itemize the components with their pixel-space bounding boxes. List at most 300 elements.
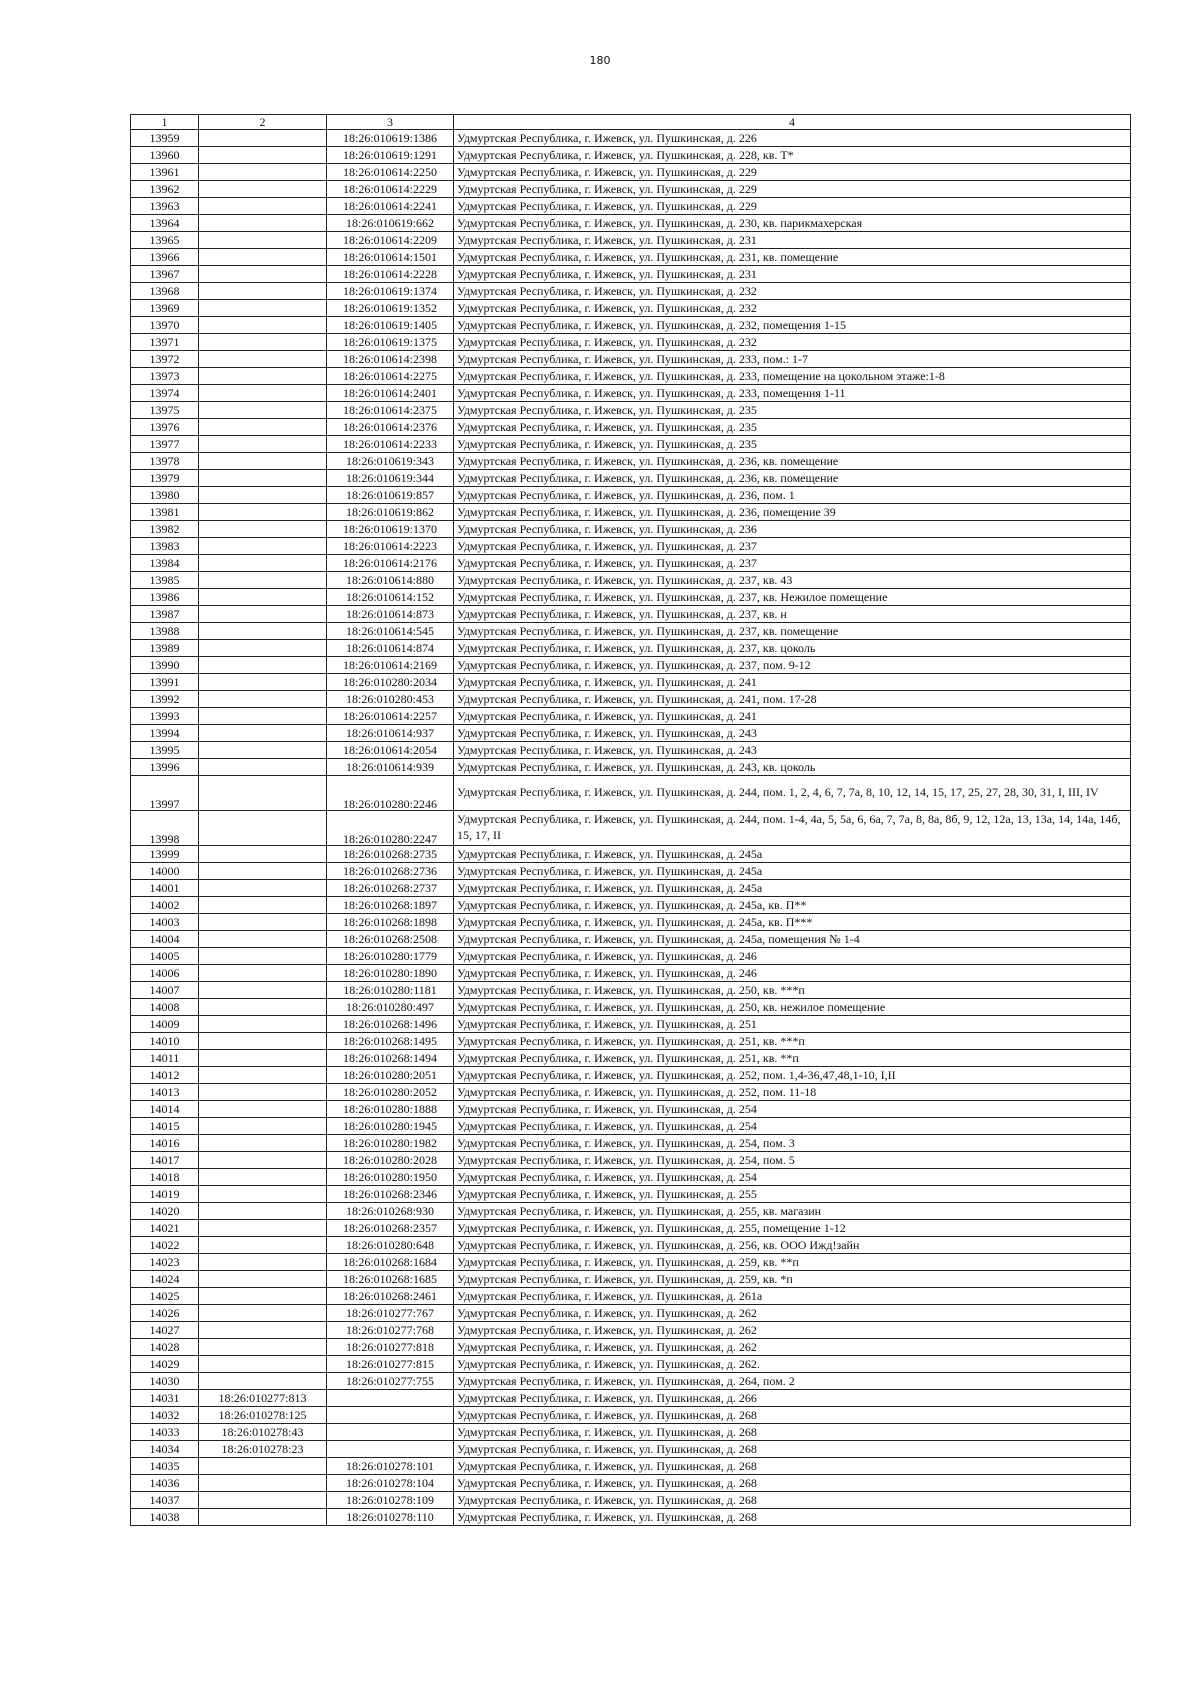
cadastral-number-col3: 18:26:010614:873	[327, 606, 454, 623]
address: Удмуртская Республика, г. Ижевск, ул. Пушкинская, д. 245а, кв. П**	[454, 897, 1131, 914]
address: Удмуртская Республика, г. Ижевск, ул. Пушкинская, д. 233, помещения 1-11	[454, 385, 1131, 402]
row-number: 14033	[131, 1424, 199, 1441]
cadastral-number-col3: 18:26:010280:2051	[327, 1067, 454, 1084]
row-number: 14037	[131, 1492, 199, 1509]
row-number: 13993	[131, 708, 199, 725]
table-row	[131, 725, 1131, 742]
cadastral-number-col2	[199, 198, 327, 215]
row-number: 13963	[131, 198, 199, 215]
row-number: 14020	[131, 1203, 199, 1220]
table-row	[131, 555, 1131, 572]
address: Удмуртская Республика, г. Ижевск, ул. Пушкинская, д. 229	[454, 181, 1131, 198]
row-number: 14030	[131, 1373, 199, 1390]
table-row	[131, 1441, 1131, 1458]
row-number: 13990	[131, 657, 199, 674]
cadastral-number-col2	[199, 846, 327, 863]
cadastral-number-col3: 18:26:010278:109	[327, 1492, 454, 1509]
address: Удмуртская Республика, г. Ижевск, ул. Пушкинская, д. 236, кв. помещение	[454, 453, 1131, 470]
cadastral-number-col3: 18:26:010614:939	[327, 759, 454, 776]
cadastral-number-col2: 18:26:010278:43	[199, 1424, 327, 1441]
address: Удмуртская Республика, г. Ижевск, ул. Пушкинская, д. 254, пом. 5	[454, 1152, 1131, 1169]
cadastral-number-col2	[199, 776, 327, 811]
cadastral-number-col3: 18:26:010619:1374	[327, 283, 454, 300]
cadastral-number-col2: 18:26:010278:23	[199, 1441, 327, 1458]
cadastral-number-col2	[199, 538, 327, 555]
row-number: 14011	[131, 1050, 199, 1067]
row-number: 13997	[131, 776, 199, 811]
cadastral-number-col3: 18:26:010619:862	[327, 504, 454, 521]
table-row	[131, 181, 1131, 198]
table-row	[131, 708, 1131, 725]
register-body	[131, 115, 1131, 1526]
cadastral-number-col2	[199, 436, 327, 453]
cadastral-number-col3: 18:26:010278:101	[327, 1458, 454, 1475]
cadastral-number-col2	[199, 811, 327, 846]
table-row	[131, 1509, 1131, 1526]
address: Удмуртская Республика, г. Ижевск, ул. Пушкинская, д. 230, кв. парикмахерская	[454, 215, 1131, 232]
cadastral-number-col2	[199, 1458, 327, 1475]
table-row	[131, 897, 1131, 914]
address: Удмуртская Республика, г. Ижевск, ул. Пушкинская, д. 241	[454, 674, 1131, 691]
address: Удмуртская Республика, г. Ижевск, ул. Пушкинская, д. 259, кв. *п	[454, 1271, 1131, 1288]
cadastral-number-col2: 18:26:010278:125	[199, 1407, 327, 1424]
address: Удмуртская Республика, г. Ижевск, ул. Пушкинская, д. 236	[454, 521, 1131, 538]
address: Удмуртская Республика, г. Ижевск, ул. Пушкинская, д. 236, помещение 39	[454, 504, 1131, 521]
row-number: 13973	[131, 368, 199, 385]
cadastral-number-col2	[199, 555, 327, 572]
table-row	[131, 164, 1131, 181]
cadastral-number-col2	[199, 657, 327, 674]
cadastral-number-col3: 18:26:010268:1494	[327, 1050, 454, 1067]
table-row	[131, 623, 1131, 640]
address: Удмуртская Республика, г. Ижевск, ул. Пушкинская, д. 268	[454, 1458, 1131, 1475]
cadastral-number-col3: 18:26:010619:344	[327, 470, 454, 487]
table-row	[131, 1475, 1131, 1492]
table-row	[131, 914, 1131, 931]
header-col-3: 3	[327, 115, 454, 130]
table-row	[131, 1186, 1131, 1203]
address: Удмуртская Республика, г. Ижевск, ул. Пушкинская, д. 268	[454, 1424, 1131, 1441]
table-row	[131, 198, 1131, 215]
cadastral-number-col3: 18:26:010280:1181	[327, 982, 454, 999]
cadastral-number-col3	[327, 1441, 454, 1458]
cadastral-number-col2	[199, 640, 327, 657]
row-number: 13978	[131, 453, 199, 470]
row-number: 14021	[131, 1220, 199, 1237]
address: Удмуртская Республика, г. Ижевск, ул. Пушкинская, д. 252, пом. 1,4-36,47,48,1-10, I,II	[454, 1067, 1131, 1084]
cadastral-number-col2	[199, 572, 327, 589]
cadastral-number-col2	[199, 402, 327, 419]
address: Удмуртская Республика, г. Ижевск, ул. Пушкинская, д. 237, кв. помещение	[454, 623, 1131, 640]
cadastral-number-col2	[199, 1339, 327, 1356]
table-row	[131, 589, 1131, 606]
table-row	[131, 300, 1131, 317]
cadastral-number-col2	[199, 1305, 327, 1322]
cadastral-number-col2	[199, 623, 327, 640]
table-row	[131, 1390, 1131, 1407]
cadastral-number-col3: 18:26:010614:937	[327, 725, 454, 742]
address: Удмуртская Республика, г. Ижевск, ул. Пушкинская, д. 246	[454, 948, 1131, 965]
row-number: 13970	[131, 317, 199, 334]
row-number: 13988	[131, 623, 199, 640]
address: Удмуртская Республика, г. Ижевск, ул. Пушкинская, д. 262.	[454, 1356, 1131, 1373]
row-number: 13969	[131, 300, 199, 317]
row-number: 13976	[131, 419, 199, 436]
cadastral-number-col2	[199, 759, 327, 776]
cadastral-number-col3	[327, 1424, 454, 1441]
table-row	[131, 1271, 1131, 1288]
cadastral-number-col2	[199, 914, 327, 931]
address: Удмуртская Республика, г. Ижевск, ул. Пушкинская, д. 254	[454, 1101, 1131, 1118]
cadastral-number-col3: 18:26:010614:2176	[327, 555, 454, 572]
cadastral-number-col2	[199, 249, 327, 266]
cadastral-number-col3: 18:26:010268:1897	[327, 897, 454, 914]
row-number: 14024	[131, 1271, 199, 1288]
cadastral-number-col3: 18:26:010280:2247	[327, 811, 454, 846]
cadastral-number-col3: 18:26:010614:2401	[327, 385, 454, 402]
cadastral-number-col2: 18:26:010277:813	[199, 1390, 327, 1407]
address: Удмуртская Республика, г. Ижевск, ул. Пушкинская, д. 255, помещение 1-12	[454, 1220, 1131, 1237]
address: Удмуртская Республика, г. Ижевск, ул. Пушкинская, д. 228, кв. Т*	[454, 147, 1131, 164]
cadastral-number-col3: 18:26:010614:2209	[327, 232, 454, 249]
table-row	[131, 982, 1131, 999]
table-row	[131, 487, 1131, 504]
row-number: 13964	[131, 215, 199, 232]
table-row	[131, 470, 1131, 487]
cadastral-number-col2	[199, 674, 327, 691]
row-number: 14019	[131, 1186, 199, 1203]
table-row	[131, 1084, 1131, 1101]
table-row	[131, 368, 1131, 385]
address: Удмуртская Республика, г. Ижевск, ул. Пушкинская, д. 229	[454, 198, 1131, 215]
address: Удмуртская Республика, г. Ижевск, ул. Пушкинская, д. 250, кв. нежилое помещение	[454, 999, 1131, 1016]
address: Удмуртская Республика, г. Ижевск, ул. Пушкинская, д. 259, кв. **п	[454, 1254, 1131, 1271]
cadastral-number-col2	[199, 130, 327, 147]
address: Удмуртская Республика, г. Ижевск, ул. Пушкинская, д. 254, пом. 3	[454, 1135, 1131, 1152]
address: Удмуртская Республика, г. Ижевск, ул. Пушкинская, д. 254	[454, 1169, 1131, 1186]
cadastral-number-col2	[199, 691, 327, 708]
row-number: 13962	[131, 181, 199, 198]
table-row	[131, 1050, 1131, 1067]
row-number: 13984	[131, 555, 199, 572]
cadastral-number-col3: 18:26:010280:497	[327, 999, 454, 1016]
row-number: 14026	[131, 1305, 199, 1322]
row-number: 14025	[131, 1288, 199, 1305]
table-row	[131, 538, 1131, 555]
cadastral-number-col2	[199, 283, 327, 300]
cadastral-number-col3: 18:26:010277:815	[327, 1356, 454, 1373]
cadastral-number-col3: 18:26:010619:662	[327, 215, 454, 232]
address: Удмуртская Республика, г. Ижевск, ул. Пушкинская, д. 255, кв. магазин	[454, 1203, 1131, 1220]
table-row	[131, 1101, 1131, 1118]
row-number: 14003	[131, 914, 199, 931]
table-row	[131, 931, 1131, 948]
cadastral-number-col3: 18:26:010614:2233	[327, 436, 454, 453]
cadastral-number-col2	[199, 419, 327, 436]
cadastral-number-col3: 18:26:010280:1982	[327, 1135, 454, 1152]
cadastral-number-col3: 18:26:010278:104	[327, 1475, 454, 1492]
row-number: 14032	[131, 1407, 199, 1424]
cadastral-number-col2	[199, 999, 327, 1016]
cadastral-number-col3: 18:26:010280:2028	[327, 1152, 454, 1169]
cadastral-number-col3: 18:26:010280:2246	[327, 776, 454, 811]
address: Удмуртская Республика, г. Ижевск, ул. Пушкинская, д. 245а, помещения № 1-4	[454, 931, 1131, 948]
cadastral-number-col2	[199, 1186, 327, 1203]
cadastral-number-col2	[199, 470, 327, 487]
cadastral-number-col2	[199, 982, 327, 999]
table-row	[131, 606, 1131, 623]
row-number: 14005	[131, 948, 199, 965]
table-row	[131, 1339, 1131, 1356]
row-number: 13996	[131, 759, 199, 776]
address: Удмуртская Республика, г. Ижевск, ул. Пушкинская, д. 268	[454, 1492, 1131, 1509]
row-number: 14018	[131, 1169, 199, 1186]
cadastral-number-col3: 18:26:010268:1898	[327, 914, 454, 931]
table-row	[131, 948, 1131, 965]
address: Удмуртская Республика, г. Ижевск, ул. Пушкинская, д. 254	[454, 1118, 1131, 1135]
row-number: 13992	[131, 691, 199, 708]
cadastral-number-col3: 18:26:010614:2275	[327, 368, 454, 385]
cadastral-number-col2	[199, 1118, 327, 1135]
table-row	[131, 811, 1131, 846]
table-row	[131, 1135, 1131, 1152]
register-table	[130, 114, 1131, 1526]
cadastral-number-col3: 18:26:010268:1685	[327, 1271, 454, 1288]
header-col-2: 2	[199, 115, 327, 130]
cadastral-number-col3: 18:26:010619:1352	[327, 300, 454, 317]
cadastral-number-col2	[199, 948, 327, 965]
cadastral-number-col3: 18:26:010614:545	[327, 623, 454, 640]
row-number: 14038	[131, 1509, 199, 1526]
table-row	[131, 1492, 1131, 1509]
cadastral-number-col2	[199, 504, 327, 521]
address: Удмуртская Республика, г. Ижевск, ул. Пушкинская, д. 262	[454, 1322, 1131, 1339]
table-row	[131, 846, 1131, 863]
cadastral-number-col3: 18:26:010277:818	[327, 1339, 454, 1356]
address: Удмуртская Республика, г. Ижевск, ул. Пушкинская, д. 261а	[454, 1288, 1131, 1305]
cadastral-number-col3: 18:26:010280:1950	[327, 1169, 454, 1186]
address: Удмуртская Республика, г. Ижевск, ул. Пушкинская, д. 232	[454, 334, 1131, 351]
cadastral-number-col3: 18:26:010268:2461	[327, 1288, 454, 1305]
address: Удмуртская Республика, г. Ижевск, ул. Пушкинская, д. 232, помещения 1-15	[454, 317, 1131, 334]
address: Удмуртская Республика, г. Ижевск, ул. Пушкинская, д. 229	[454, 164, 1131, 181]
cadastral-number-col2	[199, 1288, 327, 1305]
cadastral-number-col2	[199, 487, 327, 504]
table-row	[131, 1169, 1131, 1186]
row-number: 13967	[131, 266, 199, 283]
cadastral-number-col3: 18:26:010619:343	[327, 453, 454, 470]
cadastral-number-col2	[199, 147, 327, 164]
address: Удмуртская Республика, г. Ижевск, ул. Пушкинская, д. 244, пом. 1, 2, 4, 6, 7, 7а, 8, 10, 12, 14, 15, 17, 25, 27, 28, 30, 31, I, III, IV	[454, 776, 1131, 811]
cadastral-number-col2	[199, 1067, 327, 1084]
row-number: 13983	[131, 538, 199, 555]
row-number: 13987	[131, 606, 199, 623]
cadastral-number-col3: 18:26:010268:1495	[327, 1033, 454, 1050]
header-col-4: 4	[454, 115, 1131, 130]
table-row	[131, 674, 1131, 691]
row-number: 13971	[131, 334, 199, 351]
row-number: 13979	[131, 470, 199, 487]
table-row	[131, 402, 1131, 419]
table-row	[131, 1203, 1131, 1220]
cadastral-number-col3: 18:26:010614:152	[327, 589, 454, 606]
cadastral-number-col2	[199, 1016, 327, 1033]
cadastral-number-col2	[199, 1203, 327, 1220]
table-row	[131, 776, 1131, 811]
row-number: 13981	[131, 504, 199, 521]
row-number: 14012	[131, 1067, 199, 1084]
address: Удмуртская Республика, г. Ижевск, ул. Пушкинская, д. 264, пом. 2	[454, 1373, 1131, 1390]
table-row	[131, 1407, 1131, 1424]
row-number: 14035	[131, 1458, 199, 1475]
address: Удмуртская Республика, г. Ижевск, ул. Пушкинская, д. 245а	[454, 863, 1131, 880]
table-row	[131, 504, 1131, 521]
cadastral-number-col2	[199, 215, 327, 232]
row-number: 13986	[131, 589, 199, 606]
address: Удмуртская Республика, г. Ижевск, ул. Пушкинская, д. 244, пом. 1-4, 4а, 5, 5а, 6, 6а, 7, 7а, 8, 8а, 8б, 9, 12, 12а, 13, 13а, 14, 14а, 14б, 15, 17, II	[454, 811, 1131, 846]
row-number: 13998	[131, 811, 199, 846]
table-row	[131, 453, 1131, 470]
cadastral-number-col2	[199, 1509, 327, 1526]
cadastral-number-col3: 18:26:010280:453	[327, 691, 454, 708]
row-number: 13999	[131, 846, 199, 863]
cadastral-number-col3: 18:26:010268:1684	[327, 1254, 454, 1271]
table-row	[131, 965, 1131, 982]
cadastral-number-col2	[199, 1254, 327, 1271]
cadastral-number-col2	[199, 965, 327, 982]
cadastral-number-col2	[199, 453, 327, 470]
address: Удмуртская Республика, г. Ижевск, ул. Пушкинская, д. 252, пом. 11-18	[454, 1084, 1131, 1101]
address: Удмуртская Республика, г. Ижевск, ул. Пушкинская, д. 231	[454, 266, 1131, 283]
cadastral-number-col3: 18:26:010278:110	[327, 1509, 454, 1526]
cadastral-number-col2	[199, 368, 327, 385]
row-number: 13989	[131, 640, 199, 657]
cadastral-number-col3: 18:26:010280:1945	[327, 1118, 454, 1135]
row-number: 13985	[131, 572, 199, 589]
cadastral-number-col2	[199, 266, 327, 283]
row-number: 14023	[131, 1254, 199, 1271]
cadastral-number-col2	[199, 1135, 327, 1152]
table-row	[131, 742, 1131, 759]
cadastral-number-col2	[199, 317, 327, 334]
cadastral-number-col2	[199, 742, 327, 759]
address: Удмуртская Республика, г. Ижевск, ул. Пушкинская, д. 262	[454, 1305, 1131, 1322]
table-row	[131, 1254, 1131, 1271]
cadastral-number-col3: 18:26:010268:1496	[327, 1016, 454, 1033]
table-row	[131, 1424, 1131, 1441]
cadastral-number-col3: 18:26:010619:1405	[327, 317, 454, 334]
row-number: 14029	[131, 1356, 199, 1373]
table-row	[131, 232, 1131, 249]
cadastral-number-col3: 18:26:010619:1291	[327, 147, 454, 164]
address: Удмуртская Республика, г. Ижевск, ул. Пушкинская, д. 268	[454, 1441, 1131, 1458]
row-number: 14008	[131, 999, 199, 1016]
row-number: 14002	[131, 897, 199, 914]
row-number: 13991	[131, 674, 199, 691]
cadastral-number-col3: 18:26:010280:1779	[327, 948, 454, 965]
table-row	[131, 1118, 1131, 1135]
cadastral-number-col2	[199, 1152, 327, 1169]
cadastral-number-col2	[199, 931, 327, 948]
row-number: 13977	[131, 436, 199, 453]
address: Удмуртская Республика, г. Ижевск, ул. Пушкинская, д. 251	[454, 1016, 1131, 1033]
cadastral-number-col2	[199, 164, 327, 181]
address: Удмуртская Республика, г. Ижевск, ул. Пушкинская, д. 232	[454, 300, 1131, 317]
address: Удмуртская Республика, г. Ижевск, ул. Пушкинская, д. 245а	[454, 880, 1131, 897]
row-number: 14009	[131, 1016, 199, 1033]
row-number: 14001	[131, 880, 199, 897]
cadastral-number-col2	[199, 1220, 327, 1237]
address: Удмуртская Республика, г. Ижевск, ул. Пушкинская, д. 235	[454, 419, 1131, 436]
cadastral-number-col3: 18:26:010614:2241	[327, 198, 454, 215]
cadastral-number-col3	[327, 1390, 454, 1407]
cadastral-number-col2	[199, 897, 327, 914]
cadastral-number-col3: 18:26:010614:2229	[327, 181, 454, 198]
address: Удмуртская Республика, г. Ижевск, ул. Пушкинская, д. 235	[454, 402, 1131, 419]
row-number: 13965	[131, 232, 199, 249]
cadastral-number-col3: 18:26:010280:2052	[327, 1084, 454, 1101]
cadastral-number-col3: 18:26:010614:2169	[327, 657, 454, 674]
table-row	[131, 436, 1131, 453]
table-row	[131, 1220, 1131, 1237]
row-number: 14000	[131, 863, 199, 880]
row-number: 13980	[131, 487, 199, 504]
row-number: 14006	[131, 965, 199, 982]
row-number: 14014	[131, 1101, 199, 1118]
address: Удмуртская Республика, г. Ижевск, ул. Пушкинская, д. 233, пом.: 1-7	[454, 351, 1131, 368]
row-number: 14036	[131, 1475, 199, 1492]
cadastral-number-col3: 18:26:010614:2375	[327, 402, 454, 419]
address: Удмуртская Республика, г. Ижевск, ул. Пушкинская, д. 266	[454, 1390, 1131, 1407]
row-number: 14010	[131, 1033, 199, 1050]
address: Удмуртская Республика, г. Ижевск, ул. Пушкинская, д. 268	[454, 1509, 1131, 1526]
table-row	[131, 147, 1131, 164]
cadastral-number-col3: 18:26:010614:2228	[327, 266, 454, 283]
cadastral-number-col3: 18:26:010268:2357	[327, 1220, 454, 1237]
table-row	[131, 1067, 1131, 1084]
cadastral-number-col3: 18:26:010268:2735	[327, 846, 454, 863]
table-row	[131, 1373, 1131, 1390]
table-row	[131, 1322, 1131, 1339]
cadastral-number-col3: 18:26:010614:2376	[327, 419, 454, 436]
cadastral-number-col3: 18:26:010268:2736	[327, 863, 454, 880]
table-row	[131, 385, 1131, 402]
cadastral-number-col2	[199, 1492, 327, 1509]
cadastral-number-col2	[199, 181, 327, 198]
address: Удмуртская Республика, г. Ижевск, ул. Пушкинская, д. 241	[454, 708, 1131, 725]
address: Удмуртская Республика, г. Ижевск, ул. Пушкинская, д. 232	[454, 283, 1131, 300]
cadastral-number-col2	[199, 863, 327, 880]
cadastral-number-col2	[199, 1033, 327, 1050]
row-number: 14007	[131, 982, 199, 999]
table-row	[131, 521, 1131, 538]
cadastral-number-col2	[199, 589, 327, 606]
row-number: 14034	[131, 1441, 199, 1458]
address: Удмуртская Республика, г. Ижевск, ул. Пушкинская, д. 251, кв. **п	[454, 1050, 1131, 1067]
table-row	[131, 419, 1131, 436]
address: Удмуртская Республика, г. Ижевск, ул. Пушкинская, д. 250, кв. ***п	[454, 982, 1131, 999]
cadastral-number-col3: 18:26:010268:930	[327, 1203, 454, 1220]
table-row	[131, 880, 1131, 897]
cadastral-number-col2	[199, 606, 327, 623]
cadastral-number-col3: 18:26:010619:1375	[327, 334, 454, 351]
cadastral-number-col3: 18:26:010268:2346	[327, 1186, 454, 1203]
cadastral-number-col3: 18:26:010614:2223	[327, 538, 454, 555]
cadastral-number-col2	[199, 1050, 327, 1067]
cadastral-number-col3: 18:26:010614:880	[327, 572, 454, 589]
row-number: 13959	[131, 130, 199, 147]
cadastral-number-col3: 18:26:010614:2054	[327, 742, 454, 759]
